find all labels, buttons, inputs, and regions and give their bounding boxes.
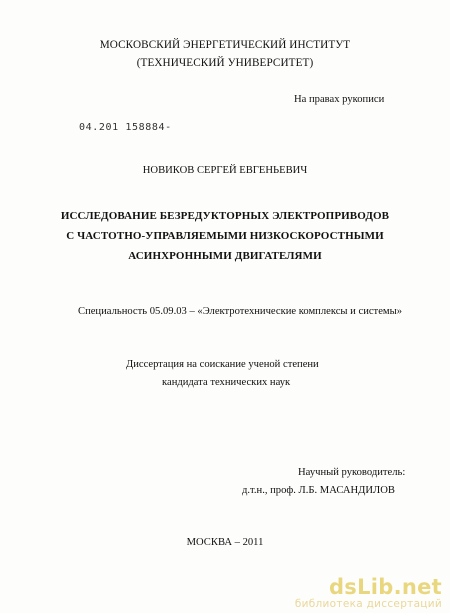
dissertation-title-line-3: АСИНХРОННЫМИ ДВИГАТЕЛЯМИ [128, 250, 322, 262]
archive-stamp: 04.201 158884- [79, 122, 172, 133]
rights-note: На правах рукописи [294, 94, 385, 105]
supervisor-label: Научный руководитель: [298, 467, 406, 478]
supervisor-name: д.т.н., проф. Л.Б. МАСАНДИЛОВ [242, 485, 395, 496]
place-year: МОСКВА – 2011 [186, 537, 264, 548]
watermark-subtitle: библиотека диссертаций [294, 598, 442, 610]
dissertation-title-line-2: С ЧАСТОТНО-УПРАВЛЯЕМЫМИ НИЗКОСКОРОСТНЫМИ [66, 230, 384, 242]
watermark [295, 576, 442, 610]
institute-subtitle: (ТЕХНИЧЕСКИЙ УНИВЕРСИТЕТ) [136, 57, 314, 69]
degree-line-1: Диссертация на соискание ученой степени [126, 359, 319, 370]
institute-name: МОСКОВСКИЙ ЭНЕРГЕТИЧЕСКИЙ ИНСТИТУТ [99, 39, 351, 51]
watermark-logo: dsLib.net [328, 575, 442, 599]
specialty: Специальность 05.09.03 – «Электротехнические комплексы и системы» [78, 306, 403, 317]
dissertation-title-line-1: ИССЛЕДОВАНИЕ БЕЗРЕДУКТОРНЫХ ЭЛЕКТРОПРИВОДОВ [60, 210, 390, 222]
author-name: НОВИКОВ СЕРГЕЙ ЕВГЕНЬЕВИЧ [142, 165, 308, 176]
degree-line-2: кандидата технических наук [162, 377, 291, 388]
